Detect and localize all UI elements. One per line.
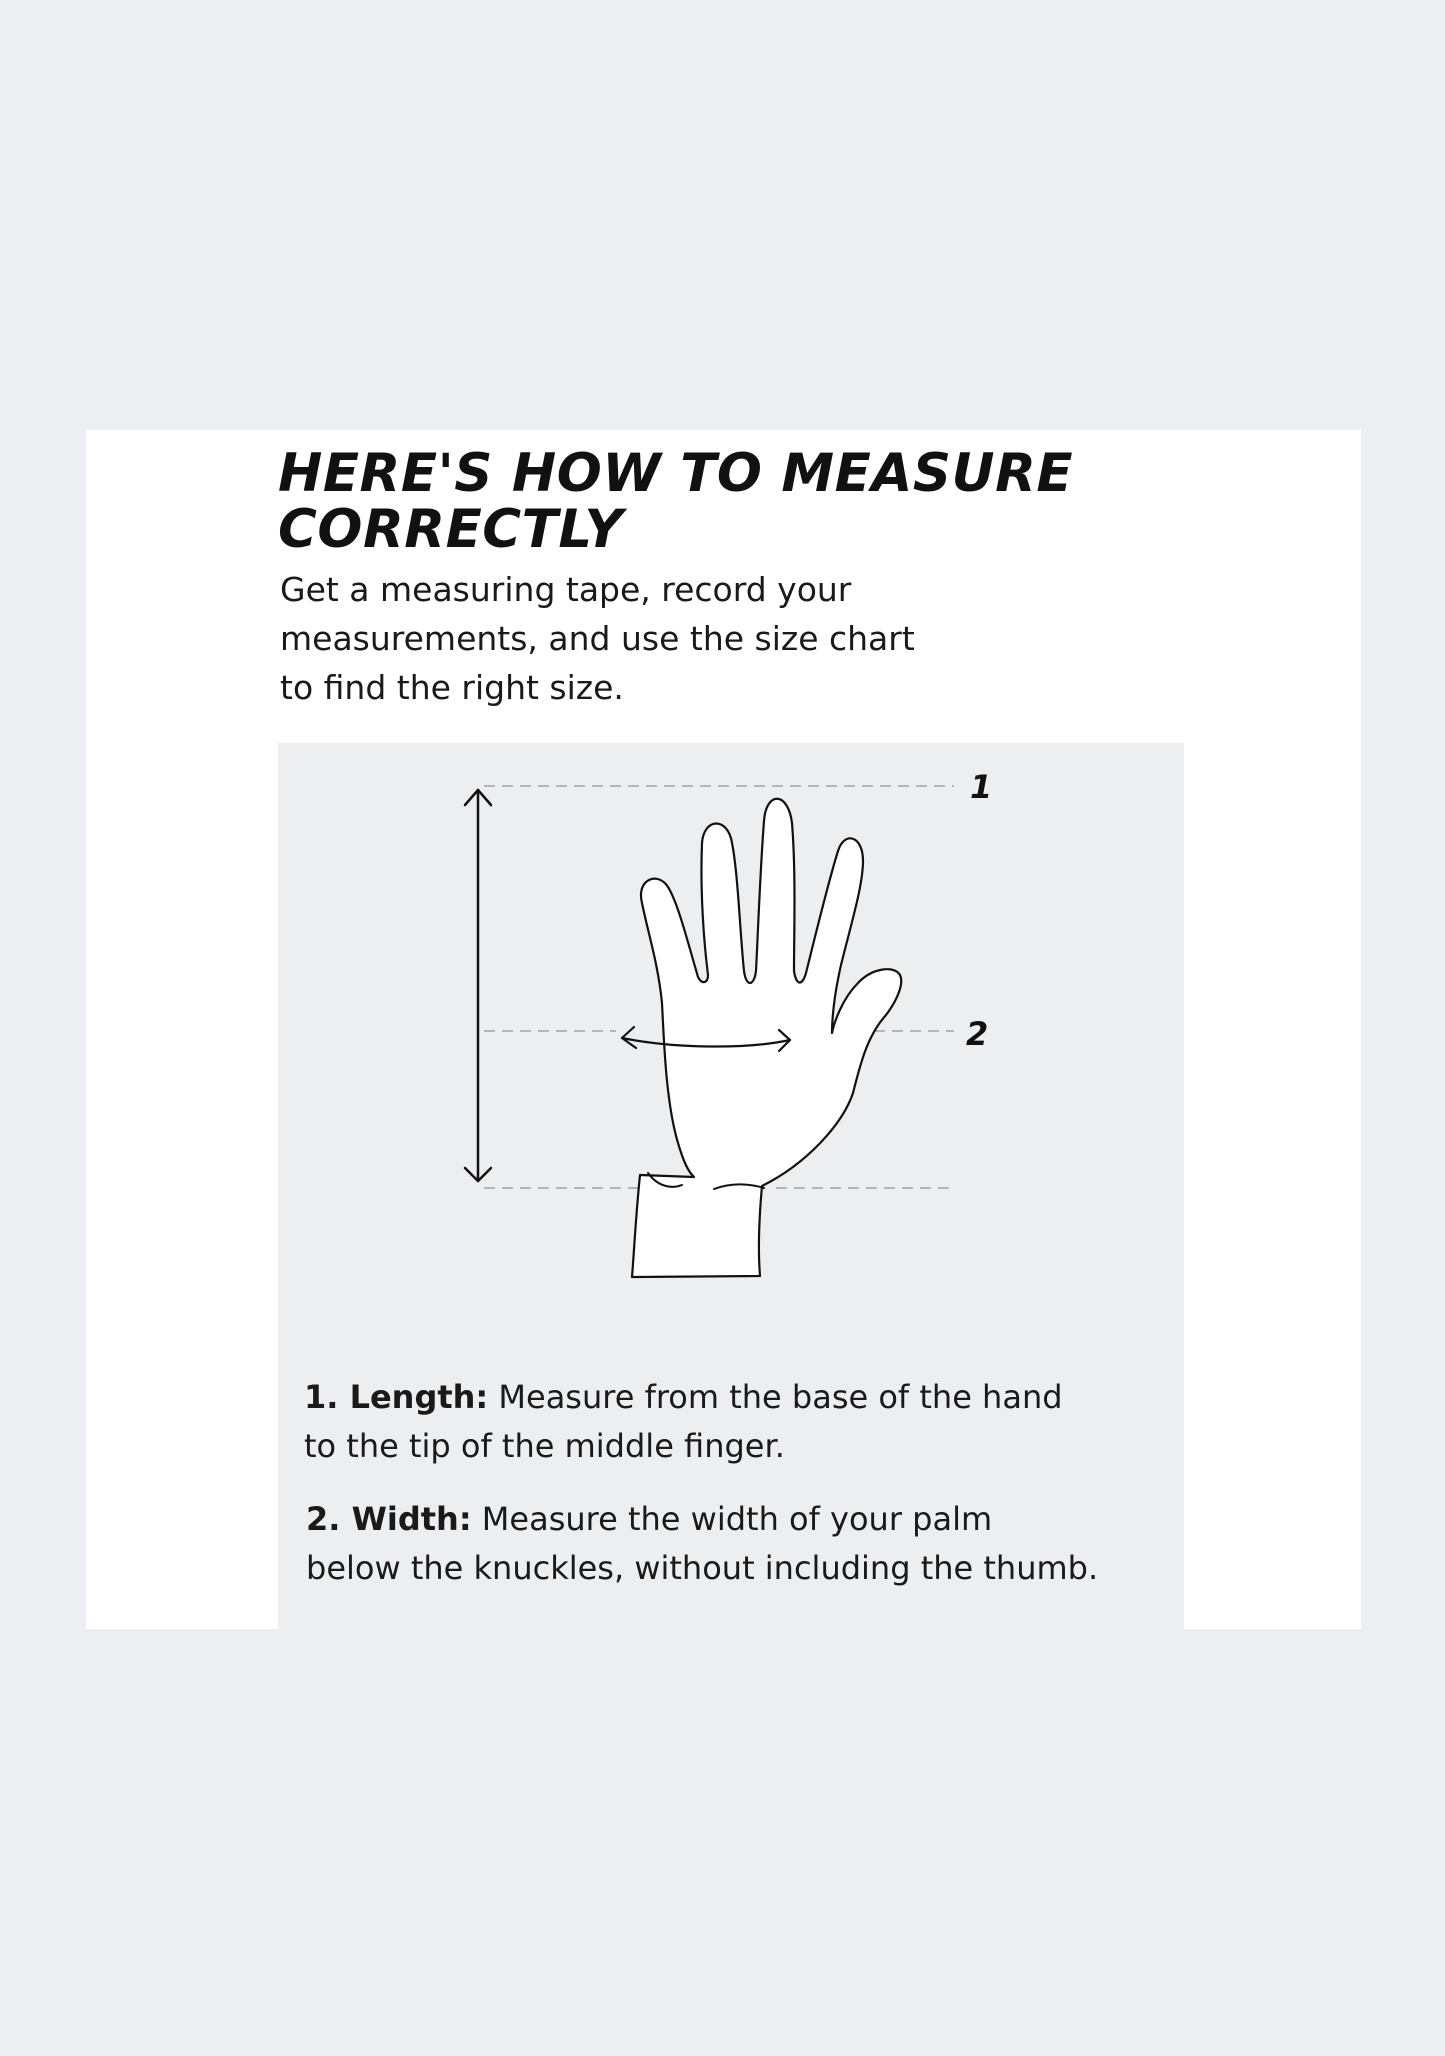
step-length-text-1: Measure from the base of the hand [488, 1378, 1063, 1416]
intro-line-2: measurements, and use the size chart [280, 619, 915, 658]
step-length-label: 1. Length [304, 1378, 476, 1416]
length-arrow-icon [465, 790, 491, 1181]
step-width-text-1: Measure the width of your palm [471, 1500, 993, 1538]
measurement-panel [278, 743, 1184, 1629]
hand-outline-icon [632, 799, 901, 1277]
step-width [306, 1495, 1146, 1593]
marker-2-label: 2 [966, 1015, 989, 1053]
step-width-separator: : [458, 1500, 472, 1538]
intro-line-1: Get a measuring tape, record your [280, 570, 852, 609]
marker-1-label: 1 [970, 768, 993, 806]
title-line-2: CORRECTLY [278, 499, 624, 560]
step-length [304, 1373, 1144, 1471]
title-line-1: HERE'S HOW TO MEASURE [278, 443, 1074, 504]
step-length-text-2: to the tip of the middle finger. [304, 1427, 785, 1465]
step-width-label: 2. Width [306, 1500, 459, 1538]
intro-text [280, 565, 940, 712]
intro-line-3: to find the right size. [280, 668, 624, 707]
page-title [278, 443, 1178, 560]
step-width-text-2: below the knuckles, without including the thumb. [306, 1549, 1099, 1587]
step-length-separator: : [475, 1378, 489, 1416]
